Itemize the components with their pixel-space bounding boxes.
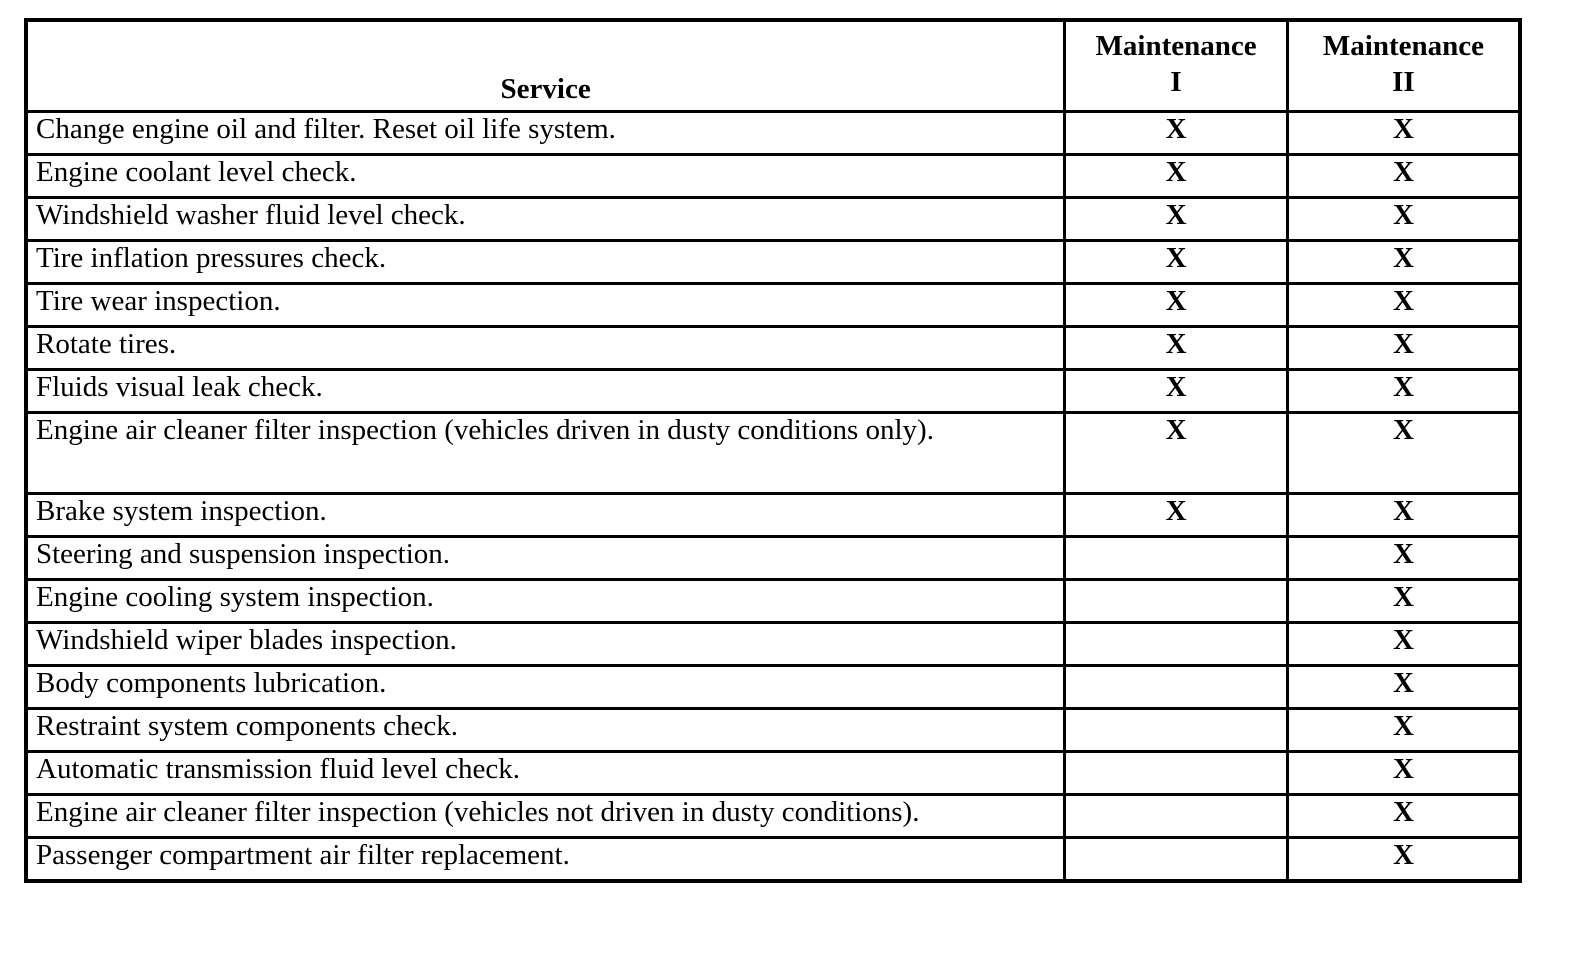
table-body bbox=[26, 112, 1520, 882]
table-row bbox=[26, 284, 1520, 327]
maintenance-1-cell: X bbox=[1065, 284, 1288, 327]
maintenance-2-cell: X bbox=[1287, 413, 1520, 494]
maintenance-1-cell bbox=[1065, 709, 1288, 752]
table-row bbox=[26, 666, 1520, 709]
service-cell: Tire wear inspection. bbox=[26, 284, 1065, 327]
table-row bbox=[26, 752, 1520, 795]
maintenance-1-cell: X bbox=[1065, 198, 1288, 241]
service-cell: Passenger compartment air filter replacement. bbox=[26, 838, 1065, 882]
table-row bbox=[26, 112, 1520, 155]
maintenance-1-cell: X bbox=[1065, 155, 1288, 198]
table-row bbox=[26, 327, 1520, 370]
maintenance-1-cell bbox=[1065, 666, 1288, 709]
maintenance-2-cell: X bbox=[1287, 838, 1520, 882]
service-cell: Body components lubrication. bbox=[26, 666, 1065, 709]
maintenance-1-cell bbox=[1065, 580, 1288, 623]
service-cell: Fluids visual leak check. bbox=[26, 370, 1065, 413]
maintenance-2-cell: X bbox=[1287, 198, 1520, 241]
table-row bbox=[26, 838, 1520, 882]
table-row bbox=[26, 623, 1520, 666]
table-row bbox=[26, 198, 1520, 241]
maintenance-2-cell: X bbox=[1287, 112, 1520, 155]
maintenance-2-cell: X bbox=[1287, 795, 1520, 838]
maintenance-2-cell: X bbox=[1287, 370, 1520, 413]
maintenance-2-cell: X bbox=[1287, 752, 1520, 795]
maintenance-2-cell: X bbox=[1287, 709, 1520, 752]
maintenance-schedule-table bbox=[24, 18, 1522, 883]
service-cell: Tire inflation pressures check. bbox=[26, 241, 1065, 284]
maintenance-2-header-line-2: II bbox=[1392, 66, 1415, 98]
maintenance-2-cell: X bbox=[1287, 241, 1520, 284]
maintenance-2-cell: X bbox=[1287, 284, 1520, 327]
table-row bbox=[26, 580, 1520, 623]
table-row bbox=[26, 709, 1520, 752]
maintenance-1-cell: X bbox=[1065, 327, 1288, 370]
maintenance-1-cell: X bbox=[1065, 241, 1288, 284]
table-header bbox=[26, 20, 1520, 112]
maintenance-2-cell: X bbox=[1287, 580, 1520, 623]
service-cell: Engine air cleaner filter inspection (vehicles driven in dusty conditions only). bbox=[26, 413, 1065, 494]
maintenance-2-cell: X bbox=[1287, 494, 1520, 537]
maintenance-1-column-header bbox=[1065, 20, 1288, 112]
maintenance-1-cell bbox=[1065, 623, 1288, 666]
maintenance-1-header-line-1: Maintenance bbox=[1095, 30, 1257, 62]
service-cell: Steering and suspension inspection. bbox=[26, 537, 1065, 580]
maintenance-1-cell bbox=[1065, 795, 1288, 838]
service-cell: Change engine oil and filter. Reset oil life system. bbox=[26, 112, 1065, 155]
maintenance-1-cell: X bbox=[1065, 494, 1288, 537]
maintenance-1-cell bbox=[1065, 537, 1288, 580]
table-row bbox=[26, 494, 1520, 537]
maintenance-2-cell: X bbox=[1287, 537, 1520, 580]
service-cell: Engine air cleaner filter inspection (vehicles not driven in dusty conditions). bbox=[26, 795, 1065, 838]
table-row bbox=[26, 795, 1520, 838]
table-row bbox=[26, 537, 1520, 580]
maintenance-1-cell bbox=[1065, 752, 1288, 795]
maintenance-1-cell: X bbox=[1065, 370, 1288, 413]
service-cell: Automatic transmission fluid level check. bbox=[26, 752, 1065, 795]
service-cell: Rotate tires. bbox=[26, 327, 1065, 370]
maintenance-1-cell bbox=[1065, 838, 1288, 882]
service-cell: Engine cooling system inspection. bbox=[26, 580, 1065, 623]
maintenance-2-header-line-1: Maintenance bbox=[1322, 30, 1484, 62]
table-row bbox=[26, 370, 1520, 413]
maintenance-1-cell: X bbox=[1065, 413, 1288, 494]
maintenance-2-column-header bbox=[1287, 20, 1520, 112]
table-row bbox=[26, 241, 1520, 284]
maintenance-2-cell: X bbox=[1287, 327, 1520, 370]
service-cell: Brake system inspection. bbox=[26, 494, 1065, 537]
table-row bbox=[26, 155, 1520, 198]
maintenance-2-cell: X bbox=[1287, 666, 1520, 709]
maintenance-2-cell: X bbox=[1287, 155, 1520, 198]
service-header-label: Service bbox=[500, 73, 591, 105]
service-cell: Restraint system components check. bbox=[26, 709, 1065, 752]
header-row bbox=[26, 20, 1520, 112]
table-row bbox=[26, 413, 1520, 494]
maintenance-2-cell: X bbox=[1287, 623, 1520, 666]
maintenance-1-cell: X bbox=[1065, 112, 1288, 155]
service-cell: Windshield wiper blades inspection. bbox=[26, 623, 1065, 666]
service-column-header bbox=[26, 20, 1065, 112]
service-cell: Engine coolant level check. bbox=[26, 155, 1065, 198]
maintenance-1-header-line-2: I bbox=[1170, 66, 1182, 98]
service-cell: Windshield washer fluid level check. bbox=[26, 198, 1065, 241]
